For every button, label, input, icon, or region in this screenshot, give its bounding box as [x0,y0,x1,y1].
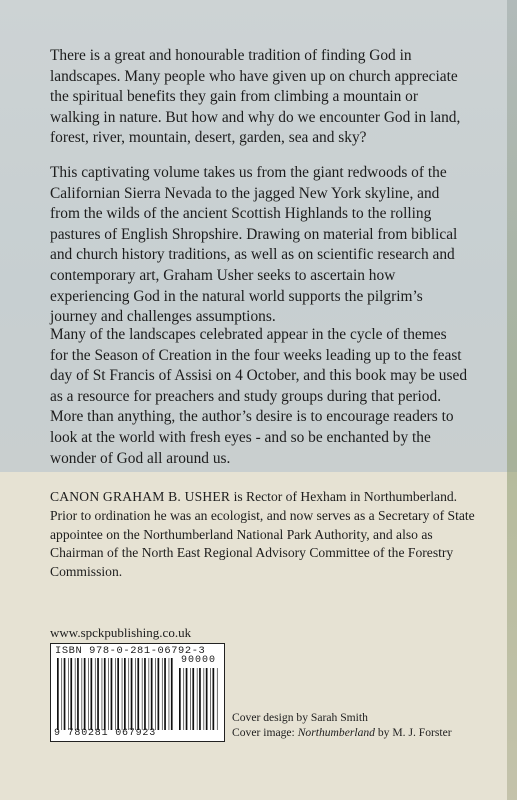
barcode-bar [169,658,170,730]
publisher-url[interactable]: www.spckpublishing.co.uk [50,625,192,640]
barcode-bar [82,658,83,730]
author-bio-text: is Rector of Hexham in Northumberland. Prior to ordination he was an ecologist, and now serves as a Secretary of State appointee on the Northumberland National Park Authority, and also as Chairman of the North East Regional Advisory Committee of the Forestry Commission. [50,489,475,580]
barcode-bar [210,668,211,730]
barcode-bar [204,668,205,730]
barcode-bar [179,668,181,730]
cover-design-credit: Cover design by Sarah Smith [232,711,368,724]
barcode-bar [151,658,153,730]
isbn-barcode [50,643,225,742]
barcode-bar [57,658,59,730]
barcode-bar [164,658,166,730]
barcode-bar [95,658,96,730]
barcode-addon-digits: 90000 [181,655,217,666]
barcode-bar [104,658,106,730]
barcode-bar [70,658,72,730]
author-name: CANON GRAHAM B. USHER [50,489,231,504]
cover-image-title: Northumberland [297,726,375,739]
cover-image-credit: Cover image: Northumberland by M. J. Forster [232,726,452,739]
ean-digits: 9 780281 067923 [54,728,157,739]
barcode-bar [102,658,103,730]
barcode-bar [149,658,150,730]
barcode-bar [190,668,191,730]
barcode-bar [162,658,163,730]
barcode-bar [77,658,79,730]
blurb-paragraph-1: There is a great and honourable tradition of finding God in landscapes. Many people who have given up on church appreciate the spiritual benefits they gain from climbing a mountain or walking in nature. But how and why do we encounter God in land, forest, river, mountain, desert, garden, sea and sky? [50,47,461,147]
blurb-paragraph-3: Many of the landscapes celebrated appear in the cycle of themes for the Season of Creation in the four weeks leading up to the feast day of St Francis of Assisi on 4 October, and this book may be used as a resource for preachers and study groups during that period. More than anything, the author’s desire is to encourage readers to look at the world with fresh eyes - and so be enchanted by the wonder of God all around us. [50,326,468,467]
barcode-bar [171,658,173,730]
barcode-bar [91,658,93,730]
barcode-bar [75,658,76,730]
barcode-bar [217,668,218,730]
barcode-bar [192,668,194,730]
barcode-bar [128,658,129,730]
cover-edge-strip [507,0,517,800]
barcode-bar [108,658,109,730]
barcode-bar [68,658,69,730]
addon-barcode-bars [179,668,219,730]
author-bio [50,488,476,582]
barcode-bar [61,658,62,730]
barcode-bar [199,668,201,730]
barcode-bar [88,658,89,730]
barcode-bar [158,658,160,730]
barcode-bar [142,658,143,730]
barcode-bar [155,658,156,730]
barcode-bar [197,668,198,730]
barcode-bar [111,658,113,730]
ean-barcode-bars [57,658,175,730]
barcode-bar [122,658,123,730]
barcode-bar [64,658,66,730]
barcode-bar [144,658,146,730]
blurb-paragraph-2: This captivating volume takes us from the giant redwoods of the Californian Sierra Nevada to the jagged New York skyline, and from the wilds of the ancient Scottish Highlands to the rolling pastures of English Shropshire. Drawing on material from biblical and church history traditions, as well as on scientific research and contemporary art, Graham Usher seeks to ascertain how experiencing God in the natural world supports the pilgrim’s journey and challenges assumptions. [50,164,458,326]
isbn-label: ISBN 978-0-281-06792-3 [55,645,206,657]
cover-credits [232,710,492,740]
barcode-bar [206,668,208,730]
barcode-bar [115,658,116,730]
barcode-bar [186,668,188,730]
barcode-bar [213,668,215,730]
barcode-bar [124,658,126,730]
barcode-bar [135,658,136,730]
barcode-bar [183,668,184,730]
barcode-bar [84,658,86,730]
barcode-bar [97,658,99,730]
barcode-bar [137,658,139,730]
barcode-bar [117,658,119,730]
barcode-bar [131,658,133,730]
